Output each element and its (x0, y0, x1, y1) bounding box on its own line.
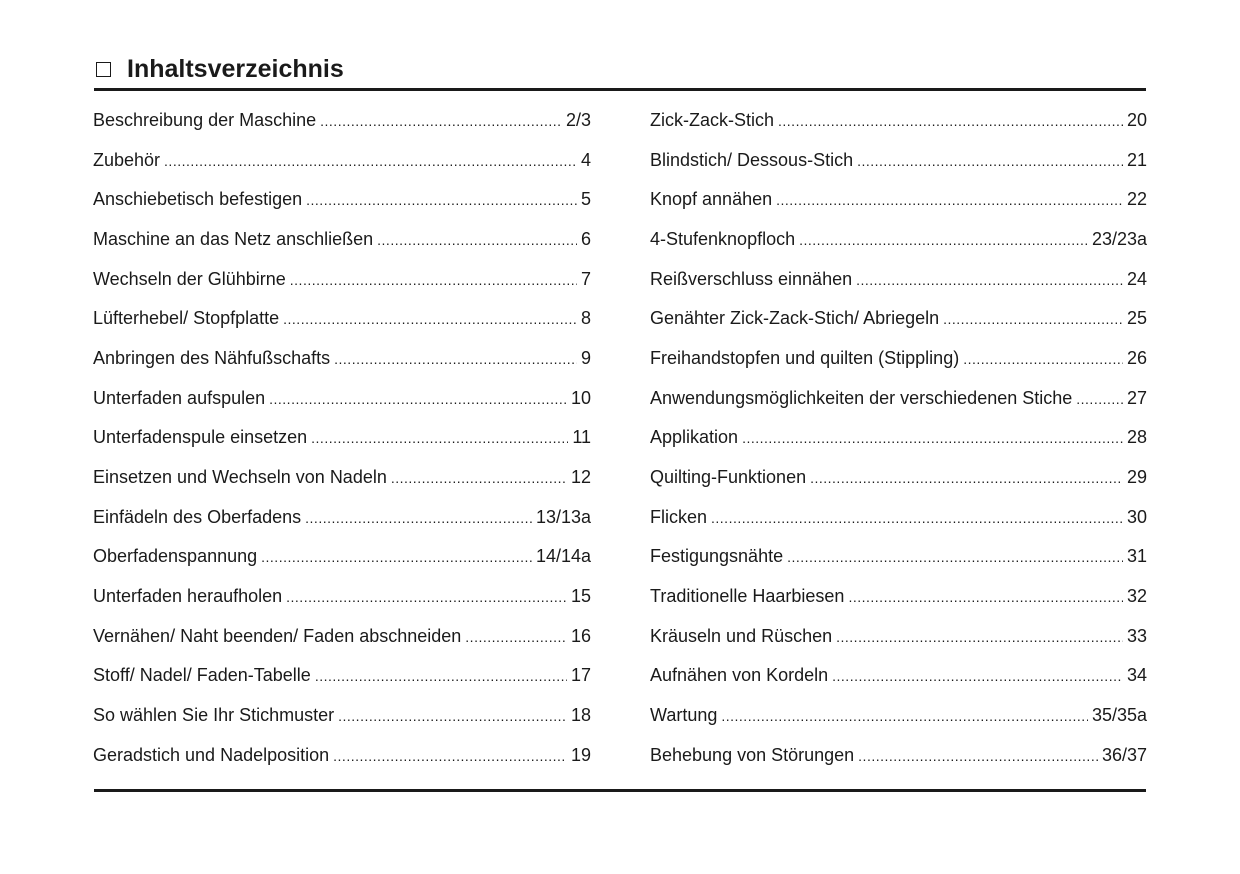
toc-entry-leader-dots (832, 665, 1123, 685)
toc-entry (650, 656, 1147, 696)
toc-entry-title: Wechseln der Glühbirne (93, 268, 286, 289)
toc-entry-page-number: 7 (580, 268, 591, 289)
toc-entry-title: Flicken (650, 506, 708, 527)
toc-entry-leader-dots (1076, 388, 1123, 408)
toc-entry-leader-dots (963, 348, 1123, 368)
toc-entry-page-number: 19 (570, 744, 591, 765)
toc-entry (650, 576, 1147, 616)
toc-entry (650, 259, 1147, 299)
toc-entry-page-number: 36/37 (1101, 744, 1147, 765)
toc-entry-leader-dots (334, 348, 577, 368)
toc-entry-leader-dots (377, 229, 577, 249)
toc-entry-title: Anschiebetisch befestigen (93, 189, 303, 210)
toc-entry (93, 179, 591, 219)
toc-entry-leader-dots (799, 229, 1088, 249)
toc-entry (650, 735, 1147, 775)
toc-entry (650, 497, 1147, 537)
toc-entry-leader-dots (711, 507, 1123, 527)
toc-entry-page-number: 12 (570, 467, 591, 488)
toc-entry-title: Blindstich/ Dessous-Stich (650, 149, 854, 170)
toc-entry-leader-dots (776, 189, 1123, 209)
toc-entry-page-number: 15 (570, 586, 591, 607)
toc-entry-leader-dots (836, 626, 1123, 646)
toc-entry-page-number: 13/13a (535, 506, 591, 527)
toc-entry (650, 338, 1147, 378)
toc-entry-page-number: 2/3 (565, 109, 591, 130)
toc-entry-leader-dots (315, 665, 567, 685)
toc-entry-page-number: 29 (1126, 467, 1147, 488)
toc-entry-title: Oberfadenspannung (93, 546, 258, 567)
toc-entry-leader-dots (269, 388, 567, 408)
toc-entry (93, 140, 591, 180)
toc-entry-title: 4-Stufenknopfloch (650, 228, 796, 249)
toc-entry (650, 179, 1147, 219)
toc-entry-leader-dots (778, 110, 1123, 130)
toc-entry-page-number: 34 (1126, 665, 1147, 686)
toc-entry (93, 656, 591, 696)
toc-entry-title: Lüfterhebel/ Stopfplatte (93, 308, 280, 329)
toc-entry-title: Geradstich und Nadelposition (93, 744, 330, 765)
toc-entry-leader-dots (286, 586, 567, 606)
toc-entry (650, 140, 1147, 180)
toc-entry-title: Traditionelle Haarbiesen (650, 586, 845, 607)
toc-entry-title: Anbringen des Nähfußschafts (93, 347, 331, 368)
toc-entry-leader-dots (306, 189, 577, 209)
toc-entry (93, 457, 591, 497)
toc-entry-leader-dots (943, 308, 1123, 328)
toc-entry-title: Einfädeln des Oberfadens (93, 506, 302, 527)
toc-entry-title: Vernähen/ Naht beenden/ Faden abschneiden (93, 625, 462, 646)
toc-entry-page-number: 32 (1126, 586, 1147, 607)
toc-entry-title: Reißverschluss einnähen (650, 268, 853, 289)
toc-entry (93, 100, 591, 140)
toc-entry (93, 616, 591, 656)
toc-entry (650, 298, 1147, 338)
toc-entry-page-number: 4 (580, 149, 591, 170)
toc-entry (93, 378, 591, 418)
toc-entry (93, 537, 591, 577)
toc-entry-leader-dots (261, 546, 532, 566)
page-header (94, 52, 1146, 86)
toc-entry (650, 457, 1147, 497)
toc-entry-leader-dots (283, 308, 577, 328)
page-title: Inhaltsverzeichnis (127, 54, 344, 83)
toc-entry-title: Kräuseln und Rüschen (650, 625, 833, 646)
toc-entry-page-number: 16 (570, 625, 591, 646)
toc-entry (93, 735, 591, 775)
toc-entry-page-number: 5 (580, 189, 591, 210)
toc-entry-title: Aufnähen von Kordeln (650, 665, 829, 686)
toc-entry-title: Unterfaden heraufholen (93, 586, 283, 607)
toc-entry (93, 497, 591, 537)
toc-entry-title: Zubehör (93, 149, 161, 170)
toc-entry-page-number: 17 (570, 665, 591, 686)
toc-entry-title: Quilting-Funktionen (650, 467, 807, 488)
toc-entry-page-number: 30 (1126, 506, 1147, 527)
toc-entry-leader-dots (848, 586, 1123, 606)
toc-entry-page-number: 10 (570, 387, 591, 408)
toc-entry (93, 259, 591, 299)
toc-entry (650, 616, 1147, 656)
toc-entry-page-number: 6 (580, 228, 591, 249)
toc-entry-page-number: 23/23a (1091, 228, 1147, 249)
toc-entry-title: Freihandstopfen und quilten (Stippling) (650, 347, 960, 368)
toc-entry-leader-dots (858, 745, 1098, 765)
toc-entry-page-number: 11 (572, 427, 591, 448)
toc-entry-leader-dots (721, 705, 1088, 725)
toc-entry-title: Beschreibung der Maschine (93, 109, 317, 130)
toc-entry-leader-dots (857, 150, 1123, 170)
toc-entry-leader-dots (164, 150, 577, 170)
toc-entry (93, 219, 591, 259)
toc-entry-title: Applikation (650, 427, 739, 448)
toc-entry-title: Anwendungsmöglichkeiten der verschiedenen Stiche (650, 387, 1073, 408)
toc-entry (650, 418, 1147, 458)
toc-entry-leader-dots (391, 467, 567, 487)
toc-entry (650, 378, 1147, 418)
bottom-rule (94, 789, 1146, 792)
toc-entry (93, 576, 591, 616)
toc-entry-page-number: 20 (1126, 109, 1147, 130)
toc-entry-title: Knopf annähen (650, 189, 773, 210)
toc-entry (93, 418, 591, 458)
toc-entry-leader-dots (333, 745, 567, 765)
toc-entry-page-number: 9 (580, 347, 591, 368)
toc-entry (93, 298, 591, 338)
toc-entry-page-number: 33 (1126, 625, 1147, 646)
toc-entry-leader-dots (338, 705, 567, 725)
toc-entry-title: So wählen Sie Ihr Stichmuster (93, 705, 335, 726)
toc-entry-leader-dots (311, 427, 568, 447)
toc-entry-title: Behebung von Störungen (650, 744, 855, 765)
top-rule (94, 88, 1146, 91)
toc-entry-page-number: 14/14a (535, 546, 591, 567)
toc-entry-title: Unterfaden aufspulen (93, 387, 266, 408)
toc-entry (93, 695, 591, 735)
toc-entry-leader-dots (742, 427, 1123, 447)
toc-entry (650, 100, 1147, 140)
toc-entry-leader-dots (810, 467, 1123, 487)
toc-entry-title: Stoff/ Nadel/ Faden-Tabelle (93, 665, 311, 686)
toc-entry-page-number: 25 (1126, 308, 1147, 329)
toc-entry-page-number: 22 (1126, 189, 1147, 210)
toc-entry-page-number: 35/35a (1091, 705, 1147, 726)
toc-entry-title: Unterfadenspule einsetzen (93, 427, 308, 448)
toc-entry-title: Genähter Zick-Zack-Stich/ Abriegeln (650, 308, 940, 329)
toc-entry (650, 695, 1147, 735)
toc-entry-leader-dots (305, 507, 532, 527)
toc-entry (650, 219, 1147, 259)
toc-column-left (93, 100, 591, 775)
toc-entry-page-number: 26 (1126, 347, 1147, 368)
toc-entry-leader-dots (465, 626, 567, 646)
toc-entry-page-number: 28 (1126, 427, 1147, 448)
toc-entry-leader-dots (290, 269, 577, 289)
toc-entry-page-number: 18 (570, 705, 591, 726)
toc-entry (93, 338, 591, 378)
toc-entry-leader-dots (787, 546, 1123, 566)
toc-entry-leader-dots (320, 110, 562, 130)
toc-entry-leader-dots (856, 269, 1123, 289)
toc-entry-title: Zick-Zack-Stich (650, 109, 775, 130)
toc-entry-page-number: 24 (1126, 268, 1147, 289)
toc-column-right (650, 100, 1147, 775)
toc-entry-page-number: 8 (580, 308, 591, 329)
checkbox-icon (96, 62, 111, 77)
toc-entry-page-number: 27 (1126, 387, 1147, 408)
toc-entry-page-number: 21 (1126, 149, 1147, 170)
toc-entry-title: Wartung (650, 705, 718, 726)
toc-entry-title: Einsetzen und Wechseln von Nadeln (93, 467, 387, 488)
toc-entry-title: Maschine an das Netz anschließen (93, 228, 374, 249)
toc-entry (650, 537, 1147, 577)
toc-entry-title: Festigungsnähte (650, 546, 784, 567)
toc-entry-page-number: 31 (1126, 546, 1147, 567)
